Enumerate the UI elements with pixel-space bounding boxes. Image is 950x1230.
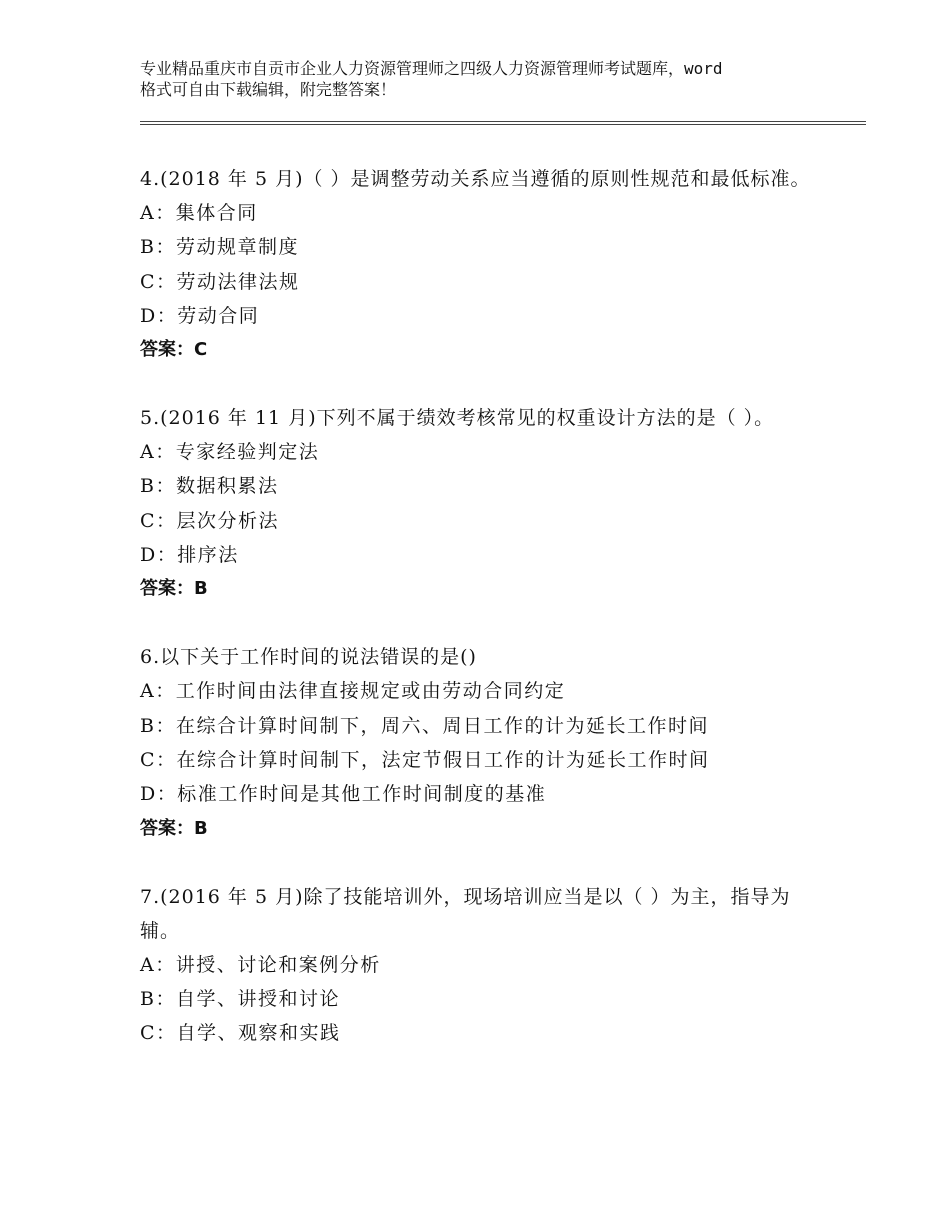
question-7 [140,880,820,1051]
question-text: 4.(2018 年 5 月)（ ）是调整劳动关系应当遵循的原则性规范和最低标准。 [140,168,811,190]
question-text: 5.(2016 年 11 月)下列不属于绩效考核常见的权重设计方法的是（ ）。 [140,407,775,430]
question-5 [140,401,820,606]
option-a: A：专家经验判定法 [140,441,320,464]
document-header [140,58,840,100]
option-b: B：自学、讲授和讨论 [140,987,340,1010]
option-d: D：劳动合同 [140,304,260,327]
answer: 答案：B [140,578,208,600]
option-c: C：劳动法律法规 [140,270,300,293]
header-title-line-1: 专业精品重庆市自贡市企业人力资源管理师之四级人力资源管理师考试题库，word [140,59,723,78]
option-b: B：数据积累法 [140,475,279,498]
header-rule-bottom [140,124,866,125]
header-rule-top [140,121,866,122]
question-4 [140,162,820,367]
option-d: D：标准工作时间是其他工作时间制度的基准 [140,783,547,806]
question-text: 7.(2016 年 5 月)除了技能培训外，现场培训应当是以（ ）为主，指导为辅。 [140,885,791,942]
question-6 [140,640,820,845]
option-b: B：在综合计算时间制下，周六、周日工作的计为延长工作时间 [140,714,709,737]
option-b: B：劳动规章制度 [140,236,299,259]
question-list [140,162,820,1050]
answer: 答案：C [140,339,208,361]
answer: 答案：B [140,817,208,839]
option-c: C：在综合计算时间制下，法定节假日工作的计为延长工作时间 [140,748,710,771]
option-d: D：排序法 [140,544,239,567]
option-a: A：集体合同 [140,202,258,224]
question-text: 6.以下关于工作时间的说法错误的是() [140,646,477,669]
option-c: C：层次分析法 [140,509,280,532]
option-c: C：自学、观察和实践 [140,1022,341,1045]
header-title-line-2: 格式可自由下载编辑，附完整答案！ [140,80,397,99]
option-a: A：讲授、讨论和案例分析 [140,953,381,976]
option-a: A：工作时间由法律直接规定或由劳动合同约定 [140,680,566,703]
